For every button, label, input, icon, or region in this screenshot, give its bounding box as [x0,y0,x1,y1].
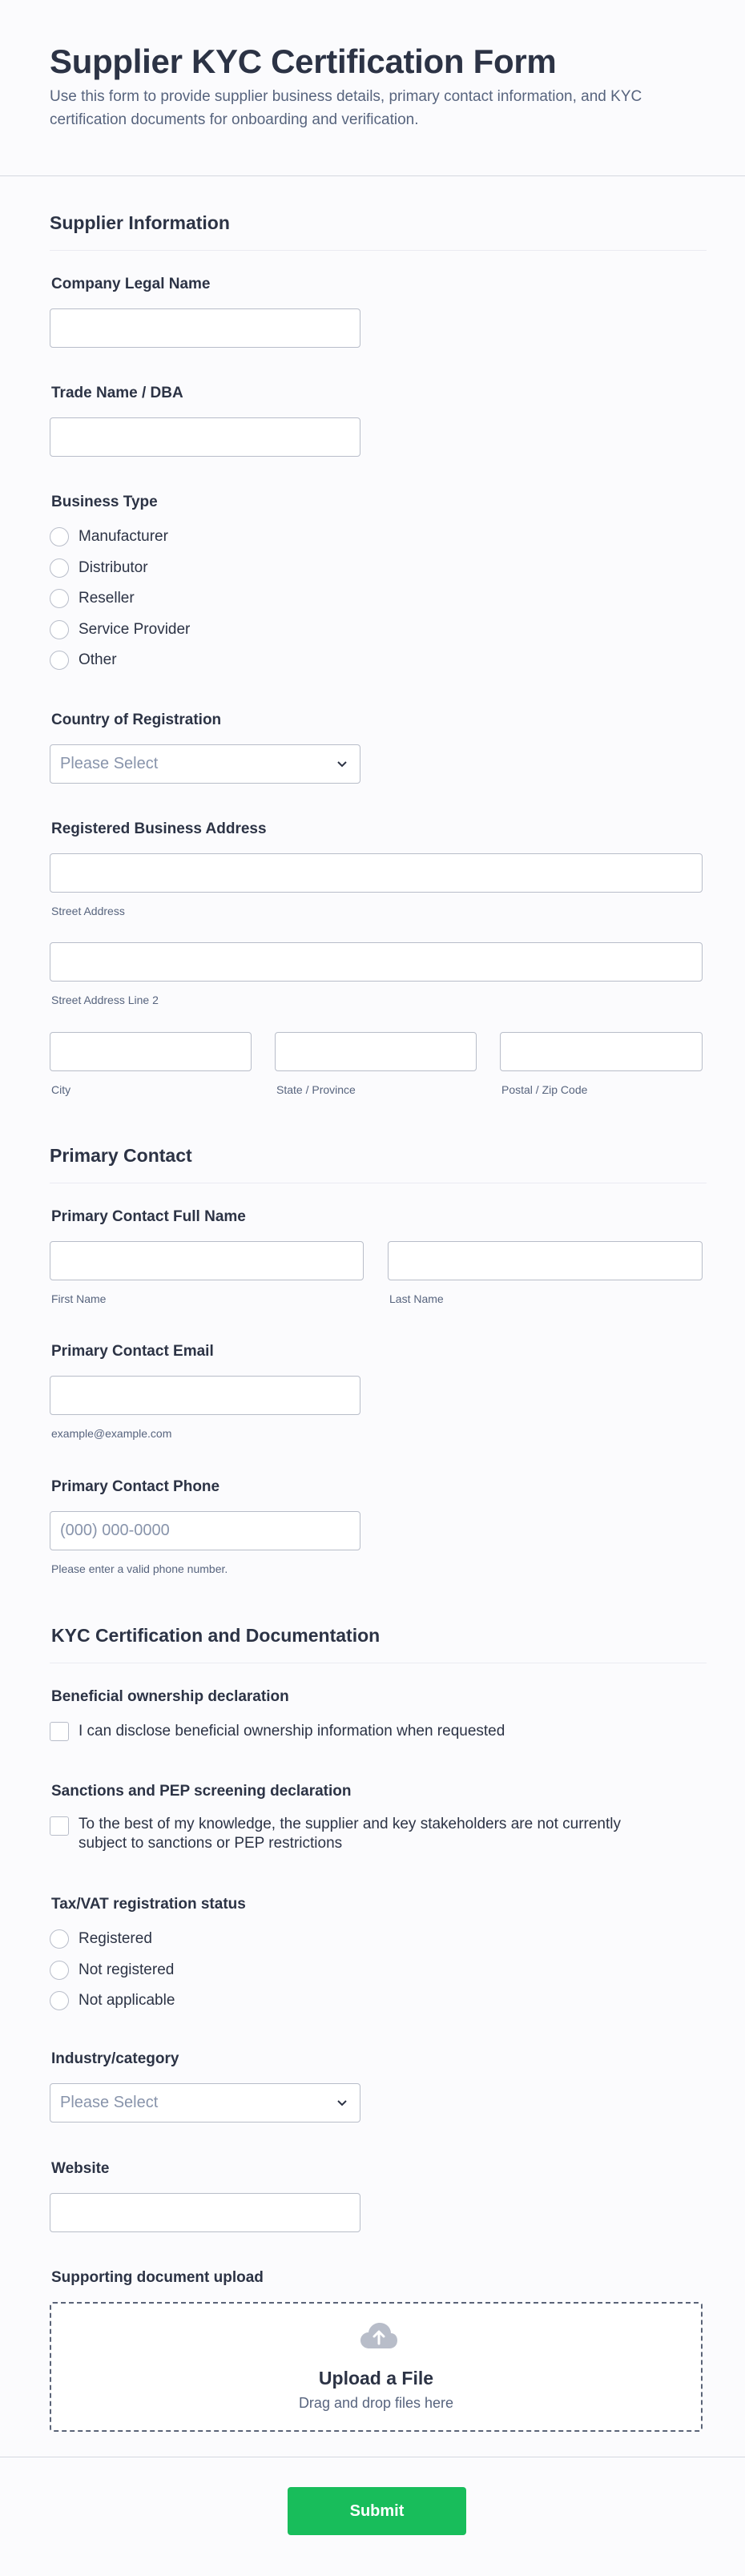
radio-button[interactable] [50,1929,69,1949]
company-legal-name-input[interactable] [50,308,360,348]
file-upload-dropzone[interactable] [50,2302,703,2432]
industry-label: Industry/category [51,2050,179,2067]
contact-email-label: Primary Contact Email [51,1343,214,1360]
radio-button[interactable] [50,1991,69,2010]
trade-name-label: Trade Name / DBA [51,385,183,401]
radio-button[interactable] [50,558,69,578]
street-address-line2-sublabel: Street Address Line 2 [51,994,159,1006]
upload-label: Supporting document upload [51,2269,264,2286]
radio-option-reseller[interactable] [50,587,135,610]
submit-button[interactable]: Submit [288,2487,466,2535]
section-divider [50,250,707,251]
first-name-input[interactable] [50,1241,364,1280]
radio-button[interactable] [50,527,69,546]
postal-code-sublabel: Postal / Zip Code [501,1083,588,1096]
radio-label: Reseller [79,590,135,607]
phone-placeholder: (000) 000-0000 [60,1522,170,1539]
section-title-contact: Primary Contact [50,1145,192,1166]
first-name-sublabel: First Name [51,1292,107,1305]
radio-option-not-registered[interactable] [50,1959,174,1981]
website-input[interactable] [50,2193,360,2232]
website-label: Website [51,2160,110,2177]
ownership-checkbox-option[interactable] [50,1720,505,1743]
ownership-label: Beneficial ownership declaration [51,1688,289,1705]
select-placeholder: Please Select [60,2094,159,2111]
radio-label: Service Provider [79,621,191,638]
chevron-down-icon [336,2096,348,2109]
header-divider [0,175,745,176]
select-placeholder: Please Select [60,755,159,772]
street-address-line2-input[interactable] [50,942,703,982]
upload-subtitle: Drag and drop files here [298,2395,454,2411]
upload-title: Upload a File [318,2368,434,2389]
checkbox-label [79,1815,621,1853]
checkbox[interactable] [50,1816,69,1836]
contact-email-sublabel: example@example.com [51,1427,172,1440]
company-legal-name-label: Company Legal Name [51,276,211,292]
section-title-kyc: KYC Certification and Documentation [51,1625,381,1646]
trade-name-input[interactable] [50,417,360,457]
form-title: Supplier KYC Certification Form [50,42,557,80]
city-sublabel: City [51,1083,71,1096]
radio-option-other[interactable] [50,649,117,671]
contact-name-label: Primary Contact Full Name [51,1208,246,1225]
radio-label: Distributor [79,559,148,576]
radio-option-manufacturer[interactable] [50,526,168,548]
business-type-label: Business Type [51,494,158,510]
radio-label: Registered [79,1930,152,1947]
chevron-down-icon [336,757,348,770]
radio-button[interactable] [50,1961,69,1980]
last-name-input[interactable] [388,1241,703,1280]
radio-option-not-applicable[interactable] [50,1989,175,2012]
radio-option-distributor[interactable] [50,557,148,579]
radio-button[interactable] [50,620,69,639]
radio-button[interactable] [50,589,69,608]
checkbox[interactable] [50,1722,69,1741]
state-sublabel: State / Province [276,1083,356,1096]
cloud-upload-icon [360,2321,398,2350]
industry-select[interactable] [50,2083,360,2122]
contact-phone-label: Primary Contact Phone [51,1478,220,1495]
postal-code-input[interactable] [500,1032,703,1071]
checkbox-label: I can disclose beneficial ownership information when requested [79,1723,505,1740]
street-address-sublabel: Street Address [51,905,125,917]
state-input[interactable] [275,1032,477,1071]
contact-phone-input[interactable] [50,1511,360,1550]
city-input[interactable] [50,1032,252,1071]
radio-label: Not registered [79,1961,175,1978]
radio-option-service-provider[interactable] [50,619,190,641]
radio-label: Not applicable [79,1992,175,2009]
checkbox-label-line1: To the best of my knowledge, the supplier and key stakeholders are not currently [79,1816,621,1832]
checkbox-label-line2: subject to sanctions or PEP restrictions [79,1835,343,1852]
country-select[interactable] [50,744,360,784]
street-address-input[interactable] [50,853,703,893]
radio-option-registered[interactable] [50,1928,152,1950]
contact-email-input[interactable] [50,1376,360,1415]
address-label: Registered Business Address [51,820,267,837]
section-title-supplier: Supplier Information [50,212,230,233]
last-name-sublabel: Last Name [389,1292,444,1305]
radio-label: Other [79,651,117,668]
sanctions-checkbox-option[interactable] [50,1815,621,1855]
country-label: Country of Registration [51,712,222,728]
sanctions-label: Sanctions and PEP screening declaration [51,1783,352,1800]
form-description: Use this form to provide supplier business details, primary contact information, and KYC certification documents for onboarding and verification. [50,88,642,128]
radio-label: Manufacturer [79,528,168,545]
tax-status-label: Tax/VAT registration status [51,1896,246,1913]
radio-button[interactable] [50,651,69,670]
contact-phone-sublabel: Please enter a valid phone number. [51,1562,228,1575]
